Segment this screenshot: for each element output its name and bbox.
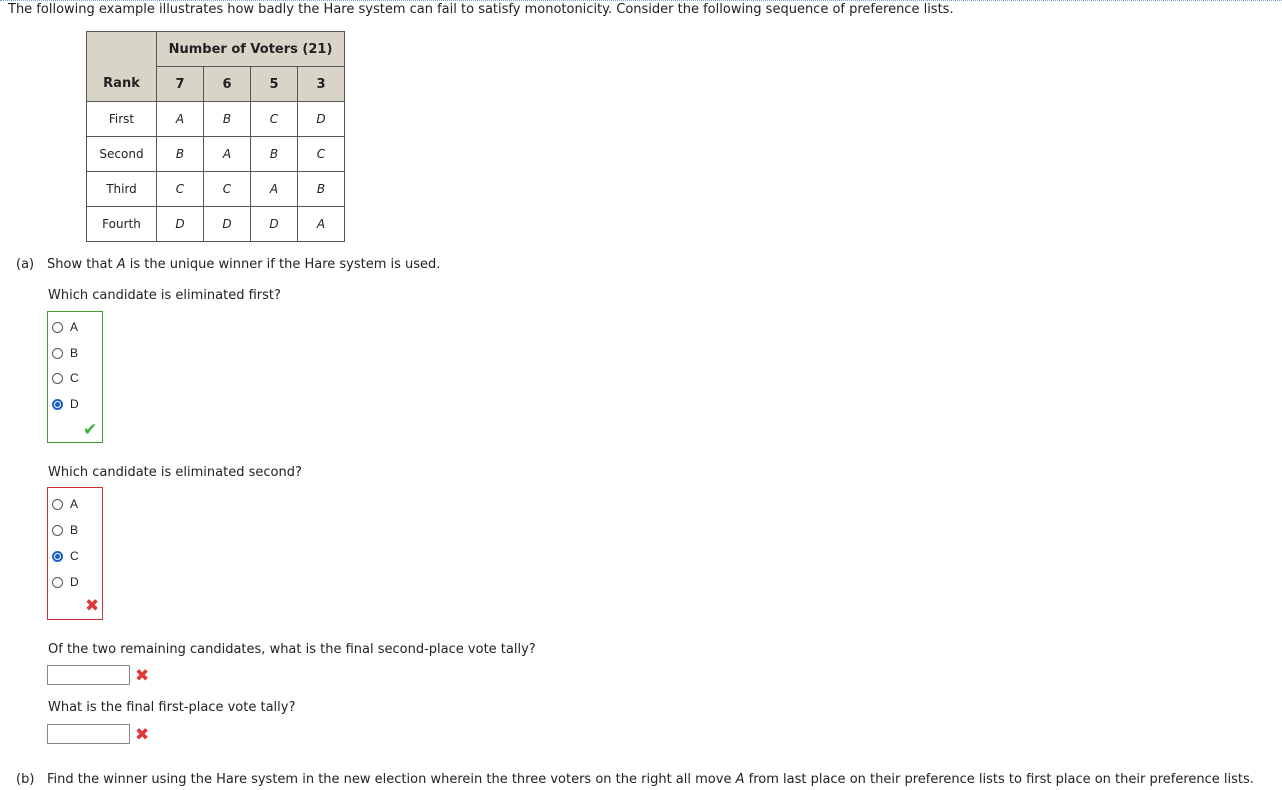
radio-button[interactable] — [52, 373, 63, 384]
table-corner — [87, 32, 157, 67]
radio-button-selected[interactable] — [52, 551, 63, 562]
pref-cell: B — [204, 102, 251, 137]
voter-count: 3 — [298, 67, 345, 102]
q2-option-a[interactable]: A — [52, 495, 78, 513]
x-icon: ✖ — [135, 666, 150, 686]
part-b-text: (b) Find the winner using the Hare system in the new election wherein the three voters on the right all move A from last place on their preference lists to first place on their preference lists. — [16, 772, 1254, 787]
q1-option-a[interactable]: A — [52, 318, 78, 336]
q3-answer-input[interactable] — [47, 665, 130, 685]
voter-count: 7 — [157, 67, 204, 102]
radio-button[interactable] — [52, 322, 63, 333]
q2-prompt: Which candidate is eliminated second? — [48, 465, 302, 480]
voters-group-header: Number of Voters (21) — [157, 32, 345, 67]
pref-cell: D — [204, 207, 251, 242]
q2-option-d[interactable]: D — [52, 573, 79, 591]
pref-cell: C — [251, 102, 298, 137]
pref-cell: A — [157, 102, 204, 137]
q4-answer-input[interactable] — [47, 724, 130, 744]
table-row — [87, 102, 345, 137]
table-row — [87, 172, 345, 207]
q2-option-c[interactable]: C — [52, 547, 79, 565]
q1-prompt: Which candidate is eliminated first? — [48, 288, 281, 303]
intro-text: The following example illustrates how badly the Hare system can fail to satisfy monotonicity. Consider the following sequence of preference lists. — [8, 2, 954, 17]
preference-table — [86, 31, 345, 242]
voter-count: 5 — [251, 67, 298, 102]
check-icon: ✔ — [83, 420, 98, 440]
pref-cell: C — [298, 137, 345, 172]
x-icon: ✖ — [135, 725, 150, 745]
rank-label: Third — [87, 172, 157, 207]
pref-cell: A — [204, 137, 251, 172]
radio-button[interactable] — [52, 525, 63, 536]
pref-cell: B — [157, 137, 204, 172]
rank-label: First — [87, 102, 157, 137]
pref-cell: D — [157, 207, 204, 242]
q4-prompt: What is the final first-place vote tally? — [48, 700, 296, 715]
radio-button[interactable] — [52, 348, 63, 359]
q2-answer-group — [47, 487, 103, 620]
voter-count: 6 — [204, 67, 251, 102]
q1-option-d[interactable]: D — [52, 395, 79, 413]
pref-cell: A — [251, 172, 298, 207]
table-row — [87, 207, 345, 242]
x-icon: ✖ — [85, 596, 100, 616]
rank-header: Rank — [87, 67, 157, 102]
rank-label: Fourth — [87, 207, 157, 242]
pref-cell: D — [298, 102, 345, 137]
part-b-label: (b) — [16, 772, 35, 787]
pref-cell: C — [157, 172, 204, 207]
part-a-label: (a) — [16, 257, 35, 272]
pref-cell: D — [251, 207, 298, 242]
radio-button-selected[interactable] — [52, 399, 63, 410]
pref-cell: A — [298, 207, 345, 242]
q1-option-b[interactable]: B — [52, 344, 78, 362]
radio-button[interactable] — [52, 577, 63, 588]
pref-cell: C — [204, 172, 251, 207]
table-row — [87, 137, 345, 172]
q2-option-b[interactable]: B — [52, 521, 78, 539]
top-divider — [0, 0, 1282, 1]
q1-answer-group — [47, 311, 103, 443]
q3-prompt: Of the two remaining candidates, what is the final second-place vote tally? — [48, 642, 536, 657]
q1-option-c[interactable]: C — [52, 369, 79, 387]
radio-button[interactable] — [52, 499, 63, 510]
rank-label: Second — [87, 137, 157, 172]
part-a-text: (a) Show that A is the unique winner if the Hare system is used. — [16, 257, 441, 272]
pref-cell: B — [298, 172, 345, 207]
pref-cell: B — [251, 137, 298, 172]
